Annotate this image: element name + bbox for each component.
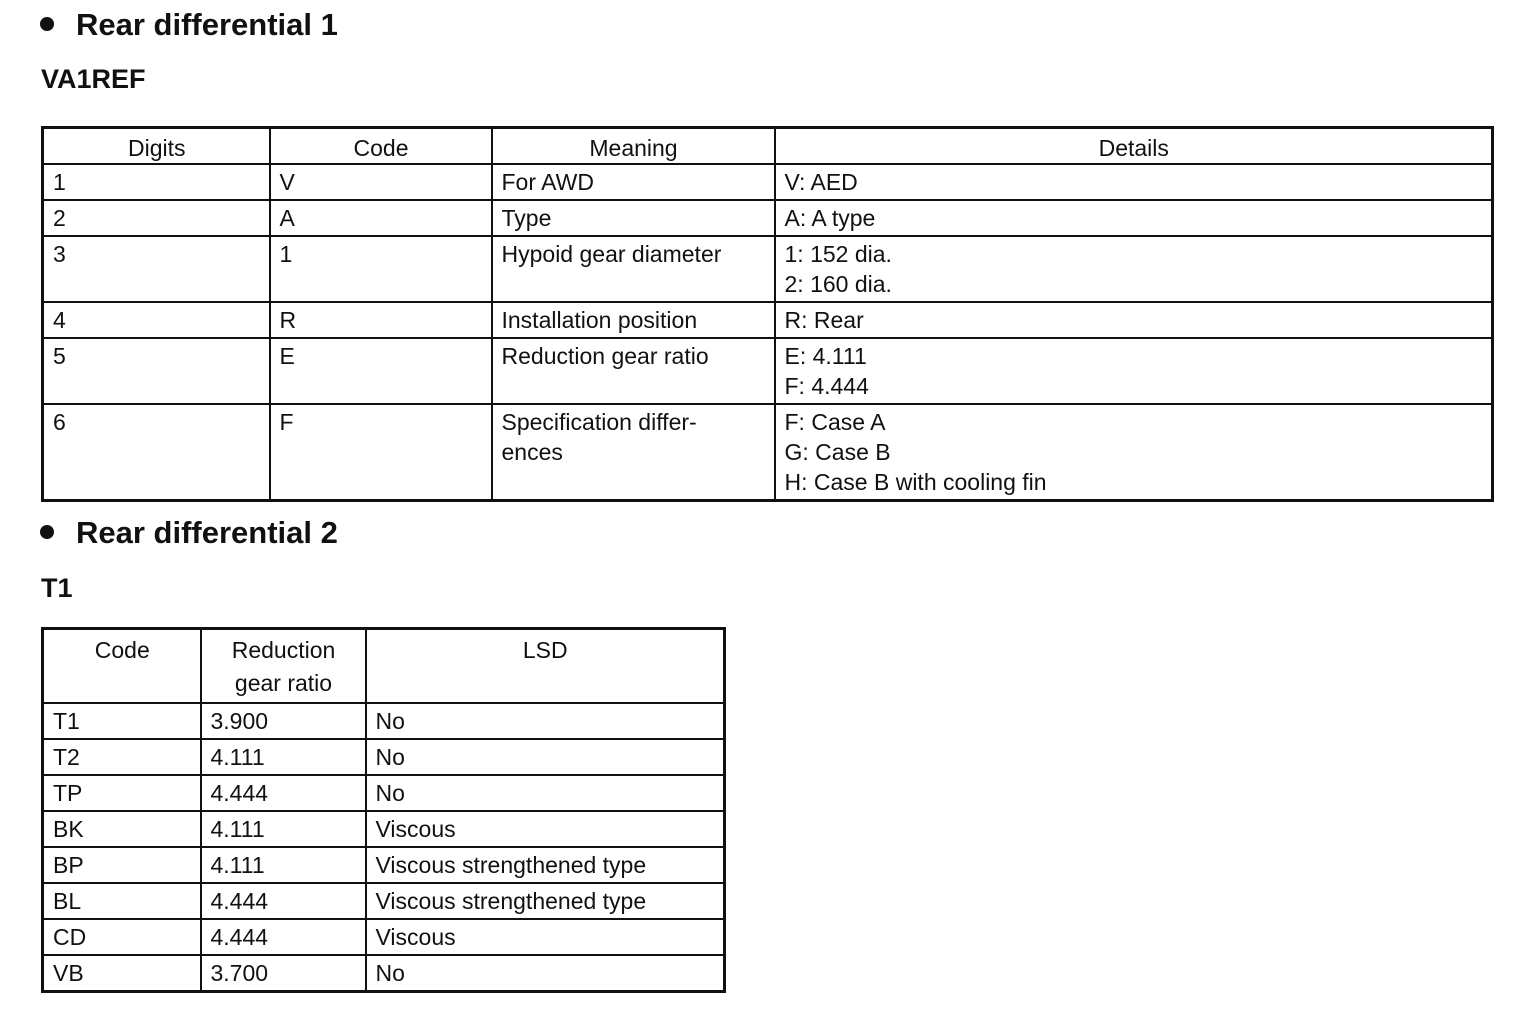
meaning-cell	[492, 164, 775, 200]
digit-cell: 6	[43, 404, 270, 501]
ratio-cell: 3.700	[201, 955, 366, 992]
table-row	[43, 775, 725, 811]
ratio-cell: 4.111	[201, 811, 366, 847]
code-cell: TP	[43, 775, 201, 811]
lsd-cell: Viscous strengthened type	[366, 883, 725, 919]
table-row	[43, 739, 725, 775]
bullet-icon	[40, 17, 54, 31]
lsd-cell: Viscous	[366, 919, 725, 955]
bullet-icon	[40, 525, 54, 539]
meaning-cell	[492, 302, 775, 338]
table-body	[43, 703, 725, 992]
meaning-line: Specification differ-	[501, 409, 697, 435]
ratio-cell: 4.444	[201, 775, 366, 811]
meaning-cell	[492, 404, 775, 501]
meaning-line: For AWD	[501, 169, 594, 195]
details-line: R: Rear	[784, 307, 864, 333]
rear-differential-2-table	[41, 627, 726, 993]
code-cell: BL	[43, 883, 201, 919]
details-cell	[775, 236, 1493, 302]
details-line: 2: 160 dia.	[784, 271, 892, 297]
meaning-line: ences	[501, 439, 563, 465]
meaning-line: Type	[501, 205, 552, 231]
table-row	[43, 404, 1493, 501]
ratio-cell: 4.111	[201, 847, 366, 883]
header-meaning: Meaning	[492, 128, 775, 165]
header-ratio-line: Reduction	[231, 637, 336, 663]
header-reduction-gear-ratio	[201, 629, 366, 704]
lsd-cell: Viscous strengthened type	[366, 847, 725, 883]
header-code: Code	[43, 629, 201, 704]
section-2-code: T1	[41, 573, 73, 603]
code-cell: F	[270, 404, 492, 501]
digit-cell: 3	[43, 236, 270, 302]
code-cell: VB	[43, 955, 201, 992]
ratio-cell: 4.444	[201, 919, 366, 955]
code-cell: E	[270, 338, 492, 404]
header-details: Details	[775, 128, 1493, 165]
meaning-line: Reduction gear ratio	[501, 343, 709, 369]
code-cell: BP	[43, 847, 201, 883]
details-cell	[775, 164, 1493, 200]
table-row	[43, 955, 725, 992]
table-body	[43, 164, 1493, 501]
ratio-cell: 3.900	[201, 703, 366, 739]
lsd-cell: No	[366, 739, 725, 775]
code-cell: BK	[43, 811, 201, 847]
table-row	[43, 919, 725, 955]
code-cell: 1	[270, 236, 492, 302]
details-line: F: Case A	[784, 409, 886, 435]
section-2-heading	[40, 516, 338, 550]
details-line: 1: 152 dia.	[784, 241, 892, 267]
table-row	[43, 164, 1493, 200]
table-row	[43, 338, 1493, 404]
code-cell: T2	[43, 739, 201, 775]
digit-cell: 2	[43, 200, 270, 236]
details-line: F: 4.444	[784, 373, 869, 399]
lsd-cell: Viscous	[366, 811, 725, 847]
meaning-line: Hypoid gear diameter	[501, 241, 722, 267]
ratio-cell: 4.111	[201, 739, 366, 775]
header-code: Code	[270, 128, 492, 165]
details-cell	[775, 200, 1493, 236]
table-row	[43, 847, 725, 883]
details-line: G: Case B	[784, 439, 891, 465]
code-cell: A	[270, 200, 492, 236]
table-row	[43, 811, 725, 847]
code-cell: V	[270, 164, 492, 200]
table-row	[43, 703, 725, 739]
ratio-cell: 4.444	[201, 883, 366, 919]
lsd-cell: No	[366, 703, 725, 739]
meaning-cell	[492, 200, 775, 236]
meaning-cell	[492, 338, 775, 404]
details-cell	[775, 404, 1493, 501]
rear-differential-1-table	[41, 126, 1494, 502]
section-2-title: Rear differential 2	[76, 515, 338, 550]
details-line: H: Case B with cooling fin	[784, 469, 1047, 495]
digit-cell: 4	[43, 302, 270, 338]
code-cell: R	[270, 302, 492, 338]
table-header-row	[43, 128, 1493, 165]
table-row	[43, 200, 1493, 236]
section-1-code: VA1REF	[41, 64, 146, 94]
section-1-title: Rear differential 1	[76, 7, 338, 42]
details-cell	[775, 338, 1493, 404]
table-header-row	[43, 629, 725, 704]
meaning-cell	[492, 236, 775, 302]
code-cell: CD	[43, 919, 201, 955]
details-cell	[775, 302, 1493, 338]
digit-cell: 1	[43, 164, 270, 200]
table-row	[43, 236, 1493, 302]
code-cell: T1	[43, 703, 201, 739]
header-lsd: LSD	[366, 629, 725, 704]
header-digits: Digits	[43, 128, 270, 165]
lsd-cell: No	[366, 955, 725, 992]
details-line: A: A type	[784, 205, 876, 231]
table-row	[43, 302, 1493, 338]
table-row	[43, 883, 725, 919]
lsd-cell: No	[366, 775, 725, 811]
details-line: E: 4.111	[784, 343, 867, 369]
digit-cell: 5	[43, 338, 270, 404]
meaning-line: Installation position	[501, 307, 698, 333]
details-line: V: AED	[784, 169, 858, 195]
header-ratio-line: gear ratio	[234, 670, 333, 696]
section-1-heading	[40, 8, 338, 42]
